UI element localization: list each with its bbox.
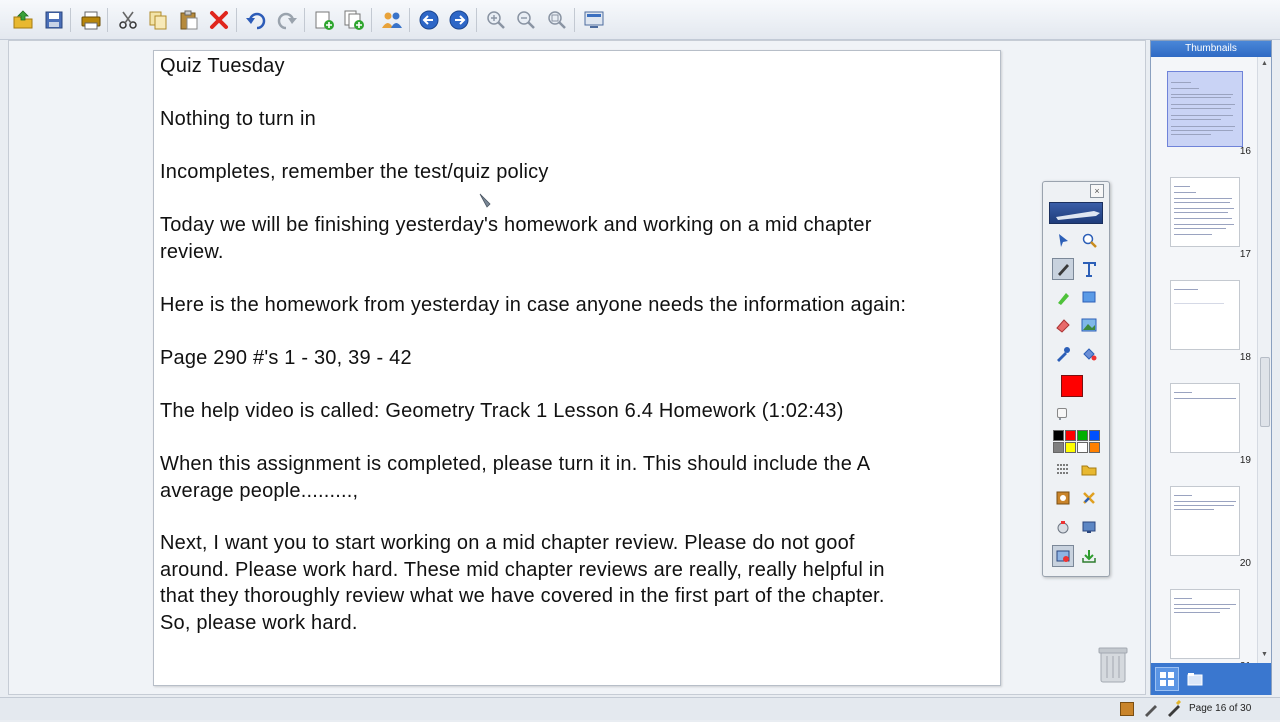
color-swatches (1053, 430, 1101, 454)
print-icon[interactable] (79, 8, 103, 32)
thumbnail-number: 16 (1239, 146, 1251, 157)
page-text-line: Incompletes, remember the test/quiz policy (160, 161, 549, 183)
page-text-line: When this assignment is completed, please turn it in. This should include the A (160, 453, 871, 475)
redo-icon[interactable] (275, 8, 299, 32)
zoom-out-icon[interactable] (514, 8, 538, 32)
copy-icon[interactable] (146, 8, 170, 32)
image-icon[interactable] (1078, 314, 1100, 336)
page-text-line: Here is the homework from yesterday in case anyone needs the information again: (160, 294, 907, 316)
color-swatch[interactable] (1053, 430, 1064, 441)
main-toolbar (0, 0, 1280, 40)
delete-icon[interactable] (207, 8, 231, 32)
pen-icon[interactable] (1052, 258, 1074, 280)
thumbnail-number: 20 (1239, 558, 1251, 569)
line-style-icon[interactable] (1052, 458, 1074, 480)
color-swatch[interactable] (1077, 430, 1088, 441)
thumbnails-panel (1150, 40, 1272, 695)
pen-tray-palette (1042, 181, 1110, 577)
open-icon[interactable] (11, 8, 35, 32)
palette-close-icon[interactable]: × (1090, 184, 1104, 198)
pen-cursor-icon (479, 193, 493, 209)
paste-icon[interactable] (177, 8, 201, 32)
color-swatch[interactable] (1065, 430, 1076, 441)
highlighter-status-icon[interactable] (1166, 701, 1182, 717)
zoom-fit-icon[interactable] (545, 8, 569, 32)
page-text-line: around. Please work hard. These mid chapter reviews are really, really helpful in (160, 559, 885, 581)
page-text-line: So, please work hard. (160, 612, 358, 634)
thumbnail-scrollbar[interactable] (1257, 57, 1271, 663)
page-indicator: Page 16 of 30 (1189, 703, 1252, 714)
undo-icon[interactable] (244, 8, 268, 32)
eyedropper-icon[interactable] (1052, 343, 1074, 365)
pen-preview-icon (1049, 202, 1103, 224)
export-icon[interactable] (1078, 545, 1100, 567)
zoom-in-icon[interactable] (484, 8, 508, 32)
fill-icon[interactable] (1078, 343, 1100, 365)
thumbnail-page-18[interactable] (1170, 280, 1240, 350)
trash-icon[interactable] (1097, 644, 1129, 684)
page-text-line: review. (160, 241, 224, 263)
color-swatch[interactable] (1077, 442, 1088, 453)
page-text-line: that they thoroughly review what we have covered in the first part of the chapter. (160, 585, 885, 607)
record-icon[interactable] (1052, 487, 1074, 509)
thumbnail-number: 19 (1239, 455, 1251, 466)
highlighter-icon[interactable] (1052, 286, 1074, 308)
scrollbar-thumb[interactable] (1260, 357, 1270, 427)
page-text-line: Today we will be finishing yesterday's homework and working on a mid chapter (160, 214, 872, 236)
screen-icon[interactable] (1078, 516, 1100, 538)
thumbnail-list (1151, 57, 1271, 663)
folder-icon[interactable] (1078, 458, 1100, 480)
page-text-line: Nothing to turn in (160, 108, 316, 130)
color-swatch[interactable] (1053, 442, 1064, 453)
thumbnail-page-21[interactable] (1170, 589, 1240, 659)
thumbnails-header: Thumbnails (1151, 41, 1271, 57)
pen-status-icon[interactable] (1143, 701, 1159, 717)
page-text-line: Page 290 #'s 1 - 30, 39 - 42 (160, 347, 412, 369)
thumbnail-number: 17 (1239, 249, 1251, 260)
previous-page-icon[interactable] (417, 8, 441, 32)
thumbnail-page-17[interactable] (1170, 177, 1240, 247)
eraser-icon[interactable] (1052, 314, 1074, 336)
thumbnail-page-20[interactable] (1170, 486, 1240, 556)
page-sorter-tab-icon[interactable] (1183, 667, 1207, 691)
shape-icon[interactable] (1078, 286, 1100, 308)
text-icon[interactable] (1078, 258, 1100, 280)
thumbnail-page-19[interactable] (1170, 383, 1240, 453)
clear-icon[interactable] (1078, 487, 1100, 509)
scroll-up-icon[interactable]: ▲ (1261, 60, 1268, 67)
record-status-icon[interactable] (1120, 702, 1134, 716)
duplicate-page-icon[interactable] (342, 8, 366, 32)
save-icon[interactable] (42, 8, 66, 32)
magnifier-icon[interactable] (1078, 229, 1100, 251)
page-text-line: The help video is called: Geometry Track 1 Lesson 6.4 Homework (1:02:43) (160, 400, 844, 422)
color-swatch[interactable] (1089, 430, 1100, 441)
color-swatch[interactable] (1089, 442, 1100, 453)
capture-icon[interactable] (1052, 545, 1074, 567)
page-text-line: Next, I want you to start working on a mid chapter review. Please do not goof (160, 532, 855, 554)
cut-icon[interactable] (116, 8, 140, 32)
thumbnail-page-16[interactable] (1167, 71, 1243, 147)
whiteboard-page[interactable] (153, 50, 1001, 686)
next-page-icon[interactable] (447, 8, 471, 32)
color-swatch[interactable] (1065, 442, 1076, 453)
page-text-line: average people........., (160, 480, 359, 502)
screen-capture-icon[interactable] (582, 8, 606, 32)
thumbnails-tab-icon[interactable] (1155, 667, 1179, 691)
status-bar (0, 697, 1280, 720)
thickness-slider[interactable] (1057, 408, 1067, 418)
add-page-icon[interactable] (312, 8, 336, 32)
share-icon[interactable] (380, 8, 404, 32)
select-icon[interactable] (1052, 229, 1074, 251)
scroll-down-icon[interactable]: ▼ (1261, 651, 1268, 658)
panel-tab-bar (1151, 663, 1271, 695)
camera-icon[interactable] (1052, 516, 1074, 538)
page-text-line: Quiz Tuesday (160, 55, 285, 77)
current-color-swatch[interactable] (1061, 375, 1083, 397)
thumbnail-number: 18 (1239, 352, 1251, 363)
